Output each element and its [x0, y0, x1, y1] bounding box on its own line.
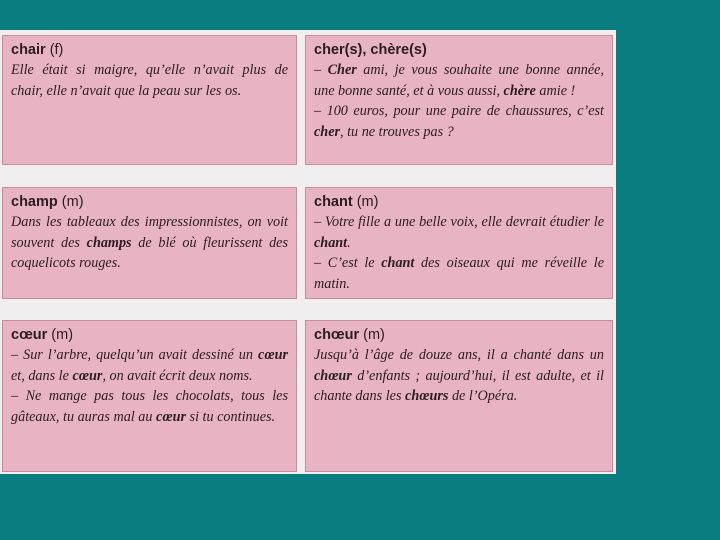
sentence-text: – 100 euros, pour une paire de chaussures, c’est — [314, 103, 604, 120]
headword-text: cher(s), chère(s) — [314, 42, 427, 58]
sentence-text: – C’est le — [314, 255, 382, 272]
highlighted-word: cœur — [258, 347, 288, 363]
highlighted-word: chant — [381, 255, 415, 272]
entry-card-cher — [305, 35, 613, 165]
gender-tag: (m) — [51, 327, 74, 343]
example-sentence — [314, 212, 604, 253]
entry-card-champ — [2, 187, 297, 299]
sentence-text: d’enfants ; aujourd’hui, il est adulte, et il chante dans les — [314, 367, 604, 405]
headword-text: champ — [11, 194, 58, 210]
example-sentence — [314, 101, 604, 142]
entry-headword — [11, 193, 288, 212]
sentence-text: et, dans le — [11, 367, 73, 384]
gender-tag: (m) — [356, 194, 379, 210]
example-sentence — [11, 345, 288, 386]
sentence-text: – — [314, 62, 328, 78]
example-sentence — [314, 60, 604, 101]
sentence-text: , on avait écrit deux noms. — [102, 367, 253, 384]
entry-headword — [314, 326, 604, 345]
sentence-text: de blé où fleurissent des coquelicots rouges. — [11, 234, 288, 272]
highlighted-word: Cher — [327, 62, 357, 78]
sentence-text: des oiseaux qui me réveille le matin. — [314, 255, 604, 292]
highlighted-word: chœurs — [405, 388, 449, 405]
example-sentence — [314, 345, 604, 407]
highlighted-word: champs — [86, 234, 132, 251]
highlighted-word: chère — [503, 82, 536, 99]
sentence-text: – Votre fille a une belle voix, elle devrait étudier le — [314, 214, 604, 230]
gender-tag: (m) — [61, 194, 84, 210]
headword-text: chant — [314, 194, 353, 210]
sentence-text: , tu ne trouves pas ? — [340, 123, 454, 140]
highlighted-word: cœur — [156, 408, 186, 425]
sentence-text: de l’Opéra. — [448, 388, 518, 405]
example-sentence — [11, 212, 288, 274]
highlighted-word: chœur — [314, 367, 352, 384]
gender-tag: (f) — [49, 42, 64, 58]
headword-text: cœur — [11, 327, 48, 343]
entry-headword — [314, 41, 604, 60]
entry-card-chair — [2, 35, 297, 165]
sentence-text: – Sur l’arbre, quelqu’un avait dessiné un — [11, 347, 259, 363]
entry-headword — [314, 193, 604, 212]
gender-tag: (m) — [363, 327, 385, 343]
entry-example — [314, 60, 604, 142]
highlighted-word: cœur — [72, 367, 103, 384]
entry-card-choeur — [305, 320, 613, 472]
highlighted-word: cher — [314, 123, 341, 140]
sentence-text: si tu continues. — [186, 408, 276, 425]
example-sentence — [11, 386, 288, 427]
entry-headword — [11, 326, 288, 345]
sentence-text: – Ne mange pas tous les chocolats, tous les gâteaux, tu auras mal au — [11, 388, 288, 425]
headword-text: chœur — [314, 327, 360, 343]
entry-card-coeur — [2, 320, 297, 472]
entry-card-chant — [305, 187, 613, 299]
sentence-text: . — [347, 234, 351, 251]
entry-example — [314, 345, 604, 407]
entry-example — [314, 212, 604, 294]
entry-headword — [11, 41, 288, 60]
example-sentence — [11, 60, 288, 101]
highlighted-word: chant — [314, 234, 348, 251]
sentence-text: Dans les tableaux des impressionnistes, on voit souvent des — [11, 214, 288, 251]
entry-example — [11, 345, 288, 427]
example-sentence — [314, 253, 604, 294]
sentence-text: Elle était si maigre, qu’elle n’avait plus de chair, elle n’avait que la peau sur les os. — [11, 62, 288, 99]
vocabulary-page — [0, 30, 616, 474]
sentence-text: Jusqu’à l’âge de douze ans, il a chanté dans un — [314, 347, 604, 363]
sentence-text: ami, je vous souhaite une bonne année, une bonne santé, et à vous aussi, — [314, 62, 604, 99]
entry-example — [11, 60, 288, 101]
sentence-text: amie ! — [535, 82, 576, 99]
entry-example — [11, 212, 288, 274]
headword-text: chair — [11, 42, 46, 58]
